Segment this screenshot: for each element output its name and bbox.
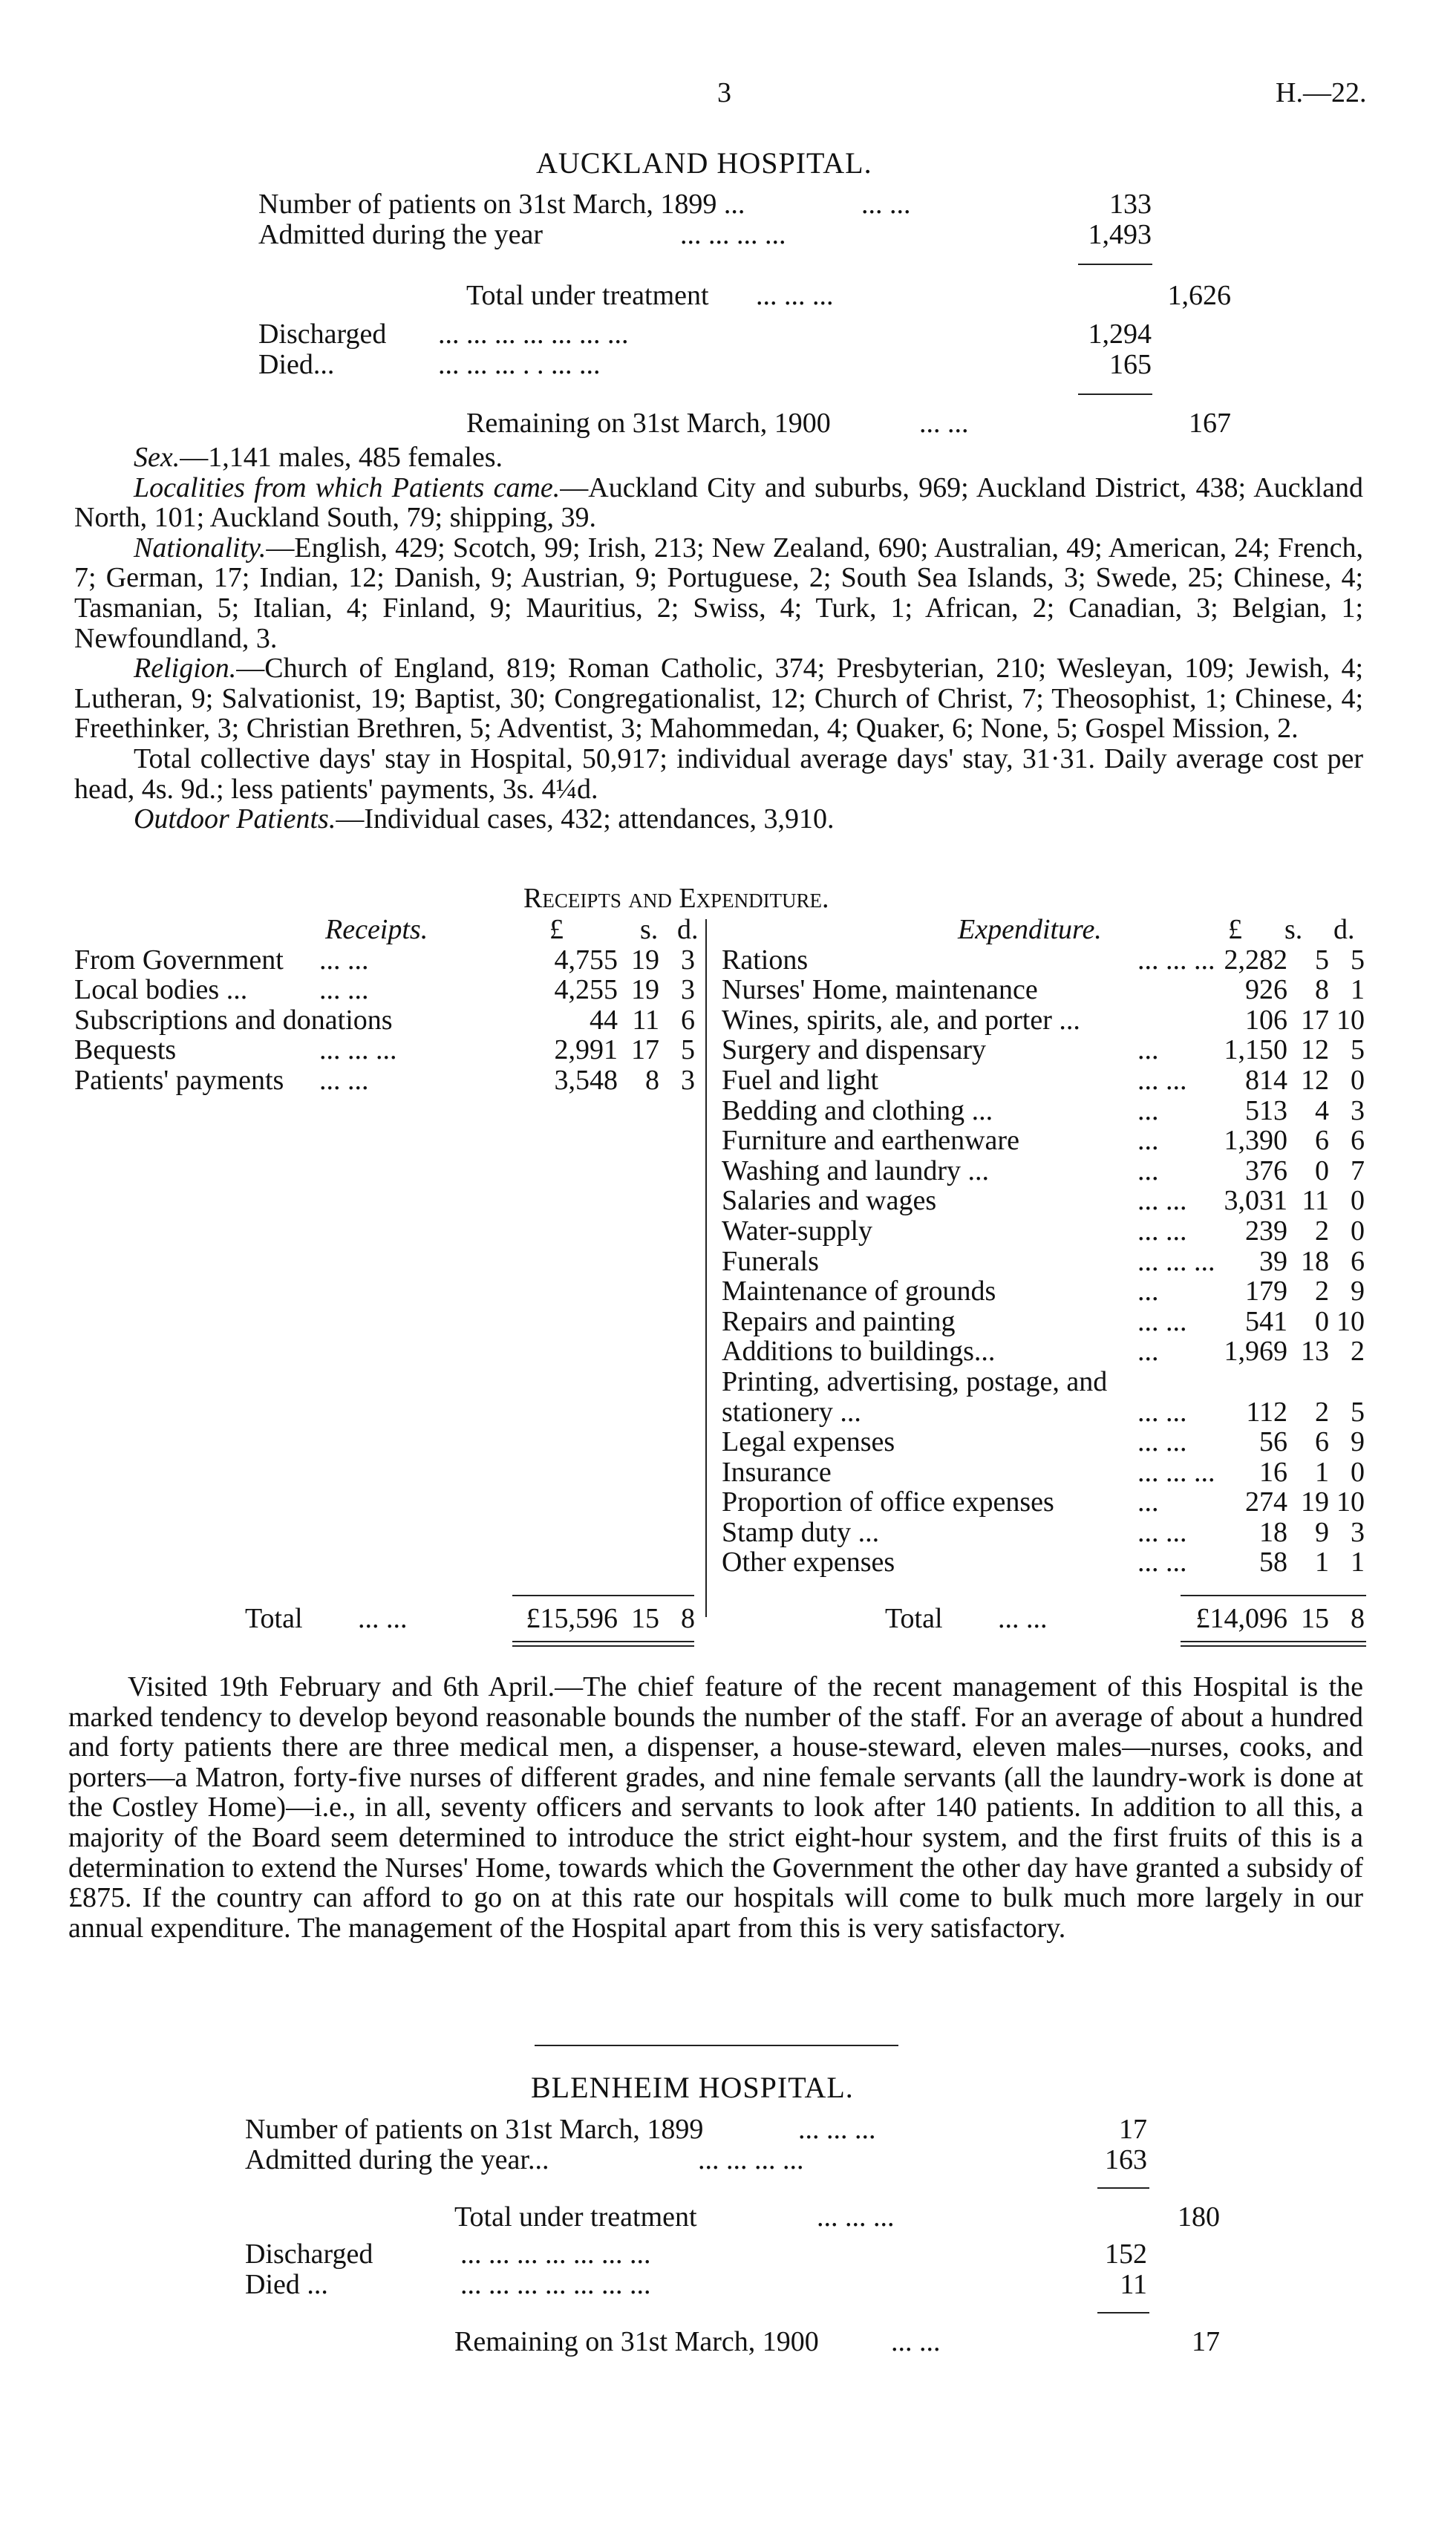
expenditure-row (722, 945, 1368, 976)
expenditure-shillings: 12 (1301, 1034, 1329, 1066)
expenditure-pounds: 56 (1259, 1426, 1287, 1458)
receipt-shillings: 19 (631, 974, 659, 1006)
expenditure-row (722, 1065, 1368, 1096)
expenditure-shillings: 4 (1315, 1094, 1329, 1126)
expenditure-dots: ... (1137, 1336, 1159, 1368)
expenditure-shillings: 1 (1315, 1456, 1329, 1488)
expenditure-label: Additions to buildings... (722, 1336, 996, 1368)
expenditure-dots: ... ... (1137, 1064, 1187, 1096)
expenditure-dots: ... ... (1137, 1516, 1187, 1548)
expenditure-row (722, 1457, 1368, 1488)
expenditure-label: Wines, spirits, ale, and porter ... (722, 1004, 1080, 1036)
expenditure-dots: ... ... (1137, 1396, 1187, 1428)
receipt-pounds: 3,548 (554, 1064, 618, 1096)
receipt-shillings: 17 (631, 1034, 659, 1066)
expenditure-row (722, 975, 1368, 1005)
expenditure-label: stationery ... (722, 1396, 861, 1428)
expenditure-row (722, 1247, 1368, 1277)
expenditure-row (722, 1427, 1368, 1457)
receipts-total-dots: ... ... (358, 1603, 408, 1634)
stay-paragraph: Total collective days' stay in Hospital, 50,917; individual average days' stay, 31·31. Daily average cost per head, 4s. 9d.; less patients' payments, 3s. 4¼d. (74, 742, 1363, 805)
col-shillings: s. (1284, 914, 1303, 945)
expenditure-total-pence: 8 (1351, 1603, 1365, 1634)
receipt-row (74, 1035, 698, 1065)
expenditure-total-label: Total (885, 1603, 943, 1634)
expenditure-pounds: 16 (1259, 1456, 1287, 1488)
died-dots: ... ... ... . . ... ... (438, 349, 601, 380)
expenditure-label: Bedding and clothing ... (722, 1094, 993, 1126)
expenditure-pounds: 1,150 (1224, 1034, 1287, 1066)
expenditure-pence: 0 (1351, 1064, 1365, 1096)
b-remaining-label: Remaining on 31st March, 1900 (454, 2326, 819, 2357)
discharged-label: Discharged (258, 319, 387, 350)
b-remaining-value: 17 (1192, 2326, 1220, 2357)
receipt-pence: 6 (681, 1004, 695, 1036)
receipts-total-row (74, 1604, 698, 1634)
expenditure-shillings: 13 (1301, 1336, 1329, 1368)
patients-start-dots: ... ... (861, 189, 911, 220)
expenditure-row (722, 1397, 1368, 1428)
page-number: 3 (717, 77, 731, 108)
receipt-shillings: 11 (632, 1004, 659, 1036)
expenditure-dots: ... ... ... (1137, 944, 1215, 976)
expenditure-pence: 10 (1336, 1305, 1365, 1337)
receipt-row (74, 945, 698, 976)
expenditure-pence: 0 (1351, 1456, 1365, 1488)
expenditure-total-row (722, 1604, 1368, 1634)
expenditure-dots: ... ... ... (1137, 1245, 1215, 1277)
expenditure-shillings: 2 (1315, 1215, 1329, 1247)
expenditure-dots: ... (1137, 1155, 1159, 1186)
expenditure-shillings: 6 (1315, 1426, 1329, 1458)
expenditure-table (722, 915, 1368, 1578)
receipt-label: From Government (74, 944, 284, 976)
b-admitted-label: Admitted during the year... (245, 2144, 549, 2175)
total-treatment-value: 1,626 (1167, 280, 1231, 311)
expenditure-pounds: 39 (1259, 1245, 1287, 1277)
admitted-label: Admitted during the year (258, 219, 543, 250)
b-discharged-label: Discharged (245, 2239, 373, 2270)
auckland-title: AUCKLAND HOSPITAL. (536, 146, 872, 180)
expenditure-pounds: 1,390 (1224, 1125, 1287, 1157)
receipt-row (74, 975, 698, 1005)
expenditure-pence: 9 (1351, 1276, 1365, 1307)
receipt-row (74, 1065, 698, 1096)
auckland-details (74, 443, 1363, 835)
expenditure-pence: 2 (1351, 1336, 1365, 1368)
total-treatment-dots: ... ... ... (756, 280, 834, 311)
expenditure-dots: ... ... (1137, 1215, 1187, 1247)
receipt-label: Bequests (74, 1034, 177, 1066)
expenditure-shillings: 0 (1315, 1305, 1329, 1337)
expenditure-pounds: 112 (1246, 1396, 1287, 1428)
expenditure-pounds: 3,031 (1224, 1185, 1287, 1217)
expenditure-label: Legal expenses (722, 1426, 895, 1458)
receipt-dots: ... ... (319, 944, 369, 976)
col-shillings: s. (640, 914, 659, 945)
expenditure-shillings: 8 (1315, 974, 1329, 1006)
expenditure-shillings: 9 (1315, 1516, 1329, 1548)
expenditure-pounds: 513 (1245, 1094, 1287, 1126)
receipt-pounds: 2,991 (554, 1034, 618, 1066)
expenditure-label: Repairs and painting (722, 1305, 956, 1337)
b-remaining-dots: ... ... (891, 2326, 941, 2357)
expenditure-shillings: 18 (1301, 1245, 1329, 1277)
document-reference: H.—22. (1276, 77, 1367, 108)
expenditure-row (722, 1096, 1368, 1126)
expenditure-pence: 1 (1351, 1547, 1365, 1578)
b-total-treatment-dots: ... ... ... (817, 2201, 895, 2233)
expenditure-pounds: 2,282 (1224, 944, 1287, 976)
expenditure-row (722, 1307, 1368, 1337)
expenditure-row (722, 1126, 1368, 1156)
expenditure-shillings: 1 (1315, 1547, 1329, 1578)
remaining-dots: ... ... (919, 408, 969, 439)
expenditure-pence: 10 (1336, 1486, 1365, 1518)
b-patients-start-value: 17 (1119, 2114, 1147, 2145)
localities-paragraph: Localities from which Patients came.—Auckland City and suburbs, 969; Auckland District, 438; Auckland North, 101; Auckland South, 79; shipping, 39. (74, 471, 1363, 534)
expenditure-pence: 5 (1351, 944, 1365, 976)
receipt-row (74, 1005, 698, 1036)
expenditure-dots: ... ... (1137, 1305, 1187, 1337)
b-admitted-value: 163 (1105, 2144, 1147, 2175)
expenditure-label: Nurses' Home, maintenance (722, 974, 1038, 1006)
receipt-pence: 3 (681, 1064, 695, 1096)
b-died-label: Died ... (245, 2269, 328, 2300)
admitted-dots: ... ... ... ... (680, 219, 786, 250)
receipt-pounds: 4,755 (554, 944, 618, 976)
receipts-total-pence: 8 (681, 1603, 695, 1634)
b-died-dots: ... ... ... ... ... ... ... (460, 2269, 651, 2300)
expenditure-shillings: 12 (1301, 1064, 1329, 1096)
expenditure-label: Water-supply (722, 1215, 873, 1247)
discharged-dots: ... ... ... ... ... ... ... (438, 319, 629, 350)
expenditure-pence: 0 (1351, 1185, 1365, 1217)
expenditure-dots: ... (1137, 1125, 1159, 1157)
expenditure-heading: Expenditure. (958, 914, 1102, 945)
expenditure-pence: 10 (1336, 1004, 1365, 1036)
died-value: 165 (1109, 349, 1152, 380)
expenditure-pounds: 58 (1259, 1547, 1287, 1578)
expenditure-row (722, 1367, 1368, 1397)
sex-paragraph: Sex.—1,141 males, 485 females. (134, 442, 503, 473)
section-divider (535, 2045, 898, 2046)
b-admitted-dots: ... ... ... ... (698, 2144, 804, 2175)
expenditure-shillings: 2 (1315, 1276, 1329, 1307)
b-patients-start-label: Number of patients on 31st March, 1899 (245, 2114, 704, 2145)
remaining-label: Remaining on 31st March, 1900 (466, 408, 831, 439)
expenditure-row (722, 1547, 1368, 1578)
expenditure-pence: 3 (1351, 1516, 1365, 1548)
receipt-dots: ... ... (319, 974, 369, 1006)
expenditure-dots: ... (1137, 1276, 1159, 1307)
expenditure-label: Surgery and dispensary (722, 1034, 987, 1066)
expenditure-row (722, 1156, 1368, 1186)
expenditure-pounds: 239 (1245, 1215, 1287, 1247)
expenditure-shillings: 19 (1301, 1486, 1329, 1518)
expenditure-label: Proportion of office expenses (722, 1486, 1054, 1518)
expenditure-pounds: 274 (1245, 1486, 1287, 1518)
expenditure-label: Rations (722, 944, 809, 976)
patients-start-label: Number of patients on 31st March, 1899 ... (258, 189, 745, 220)
expenditure-dots: ... ... (1137, 1426, 1187, 1458)
expenditure-row (722, 1487, 1368, 1518)
receipts-header (74, 915, 698, 945)
col-pence: d. (1333, 914, 1355, 945)
receipt-label: Local bodies ... (74, 974, 248, 1006)
blenheim-title: BLENHEIM HOSPITAL. (531, 2071, 854, 2104)
expenditure-pence: 6 (1351, 1245, 1365, 1277)
outdoor-paragraph: Outdoor Patients.—Individual cases, 432; attendances, 3,910. (134, 803, 835, 835)
expenditure-label: Washing and laundry ... (722, 1155, 989, 1186)
expenditure-total-dots: ... ... (998, 1603, 1048, 1634)
receipt-dots: ... ... ... (319, 1034, 397, 1066)
col-pounds: £ (549, 914, 564, 945)
expenditure-pence: 7 (1351, 1155, 1365, 1186)
died-label: Died... (258, 349, 335, 380)
expenditure-label: Funerals (722, 1245, 819, 1277)
b-total-treatment-value: 180 (1178, 2201, 1220, 2233)
expenditure-row (722, 1216, 1368, 1247)
expenditure-pence: 6 (1351, 1125, 1365, 1157)
expenditure-pounds: 179 (1245, 1276, 1287, 1307)
receipts-total-label: Total (245, 1603, 303, 1634)
b-died-value: 11 (1120, 2269, 1147, 2300)
expenditure-dots: ... (1137, 1094, 1159, 1126)
expenditure-pence: 0 (1351, 1215, 1365, 1247)
expenditure-row (722, 1035, 1368, 1065)
receipt-shillings: 8 (645, 1064, 659, 1096)
expenditure-dots: ... (1137, 1486, 1159, 1518)
expenditure-pounds: 814 (1245, 1064, 1287, 1096)
receipt-pence: 5 (681, 1034, 695, 1066)
expenditure-pence: 5 (1351, 1396, 1365, 1428)
receipt-shillings: 19 (631, 944, 659, 976)
expenditure-label: Other expenses (722, 1547, 895, 1578)
remaining-value: 167 (1189, 408, 1231, 439)
expenditure-label: Printing, advertising, postage, and (722, 1365, 1108, 1397)
expenditure-dots: ... ... (1137, 1547, 1187, 1578)
nationality-paragraph: Nationality.—English, 429; Scotch, 99; Irish, 213; New Zealand, 690; Australian, 49; American, 24; French, 7; German, 17; Indian, 12; Danish, 9; Austrian, 9; Portuguese, 2; South Sea Islands, 3; Swede, 25; Chinese, 4; Tasmanian, 5; Italian, 4; Finland, 9; Mauritius, 2; Swiss, 4; Turk, 1; African, 2; Canadian, 3; Belgian, 1; Newfoundland, 3. (74, 532, 1363, 654)
receipts-table (74, 915, 698, 1096)
receipt-pence: 3 (681, 944, 695, 976)
receipts-heading: Receipts. (325, 914, 428, 945)
expenditure-dots: ... ... (1137, 1185, 1187, 1217)
visit-report: Visited 19th February and 6th April.—The chief feature of the recent management of this Hospital is the marked tendency to develop beyond reasonable bounds the number of the staff. For an average of about a hundred and forty patients there are three medical men, a dispenser, a house-steward, eleven males—nurses, cooks, and porters—a Matron, forty-five nurses of different grades, and nine female servants (all the laundry-work is done at the Costley Home)—i.e., in all, seventy officers and servants to look after 140 patients. In addition to all this, a majority of the Board seem determined to introduce the strict eight-hour system, and the first fruits of this is a determination to extend the Nurses' Home, towards which the Government the other day have granted a subsidy of £875. If the country can afford to go on at this rate our hospitals will come to bulk much more largely in our annual expenditure. The management of the Hospital apart from this is very satisfactory. (68, 1671, 1363, 1944)
b-discharged-dots: ... ... ... ... ... ... ... (460, 2239, 651, 2270)
expenditure-shillings: 2 (1315, 1396, 1329, 1428)
col-pounds: £ (1228, 914, 1242, 945)
receipts-expenditure-title: Receipts and Expenditure. (523, 883, 829, 914)
admitted-value: 1,493 (1088, 219, 1152, 250)
b-total-treatment-label: Total under treatment (454, 2201, 697, 2233)
expenditure-pounds: 106 (1245, 1004, 1287, 1036)
expenditure-label: Fuel and light (722, 1064, 879, 1096)
expenditure-pence: 9 (1351, 1426, 1365, 1458)
expenditure-total-shillings: 15 (1301, 1603, 1329, 1634)
total-treatment-label: Total under treatment (466, 280, 709, 311)
expenditure-label: Insurance (722, 1456, 832, 1488)
expenditure-label: Stamp duty ... (722, 1516, 880, 1548)
receipt-dots: ... ... (319, 1064, 369, 1096)
b-discharged-value: 152 (1105, 2239, 1147, 2270)
receipt-pounds: 4,255 (554, 974, 618, 1006)
expenditure-pounds: 18 (1259, 1516, 1287, 1548)
expenditure-pence: 5 (1351, 1034, 1365, 1066)
patients-start-value: 133 (1109, 189, 1152, 220)
expenditure-row (722, 1336, 1368, 1367)
expenditure-pence: 1 (1351, 974, 1365, 1006)
b-patients-start-dots: ... ... ... (798, 2114, 876, 2145)
expenditure-shillings: 5 (1315, 944, 1329, 976)
receipt-label: Subscriptions and donations (74, 1004, 393, 1036)
expenditure-shillings: 17 (1301, 1004, 1329, 1036)
expenditure-shillings: 0 (1315, 1155, 1329, 1186)
expenditure-pounds: 926 (1245, 974, 1287, 1006)
expenditure-row (722, 1518, 1368, 1548)
expenditure-label: Salaries and wages (722, 1185, 937, 1217)
expenditure-dots: ... (1137, 1034, 1159, 1066)
expenditure-pence: 3 (1351, 1094, 1365, 1126)
discharged-value: 1,294 (1088, 319, 1152, 350)
expenditure-pounds: 541 (1245, 1305, 1287, 1337)
expenditure-row (722, 1276, 1368, 1307)
receipts-total-shillings: 15 (631, 1603, 659, 1634)
expenditure-row (722, 1005, 1368, 1036)
receipt-label: Patients' payments (74, 1064, 284, 1096)
receipts-total-pounds: £15,596 (526, 1603, 618, 1634)
religion-paragraph: Religion.—Church of England, 819; Roman Catholic, 374; Presbyterian, 210; Wesleyan, 109; Jewish, 4; Lutheran, 9; Salvationist, 19; Baptist, 30; Congregationalist, 12; Church of Christ, 7; Theosophist, 1; Chinese, 4; Freethinker, 3; Christian Brethren, 5; Adventist, 3; Mahommedan, 4; Quaker, 6; None, 5; Gospel Mission, 2. (74, 653, 1363, 745)
expenditure-shillings: 11 (1302, 1185, 1329, 1217)
expenditure-dots: ... ... ... (1137, 1456, 1215, 1488)
expenditure-header (722, 915, 1368, 945)
expenditure-total-pounds: £14,096 (1195, 1603, 1287, 1634)
receipt-pence: 3 (681, 974, 695, 1006)
col-pence: d. (677, 914, 699, 945)
expenditure-label: Maintenance of grounds (722, 1276, 996, 1307)
expenditure-shillings: 6 (1315, 1125, 1329, 1157)
expenditure-pounds: 1,969 (1224, 1336, 1287, 1368)
expenditure-pounds: 376 (1245, 1155, 1287, 1186)
expenditure-row (722, 1186, 1368, 1216)
expenditure-label: Furniture and earthenware (722, 1125, 1019, 1157)
receipt-pounds: 44 (590, 1004, 618, 1036)
